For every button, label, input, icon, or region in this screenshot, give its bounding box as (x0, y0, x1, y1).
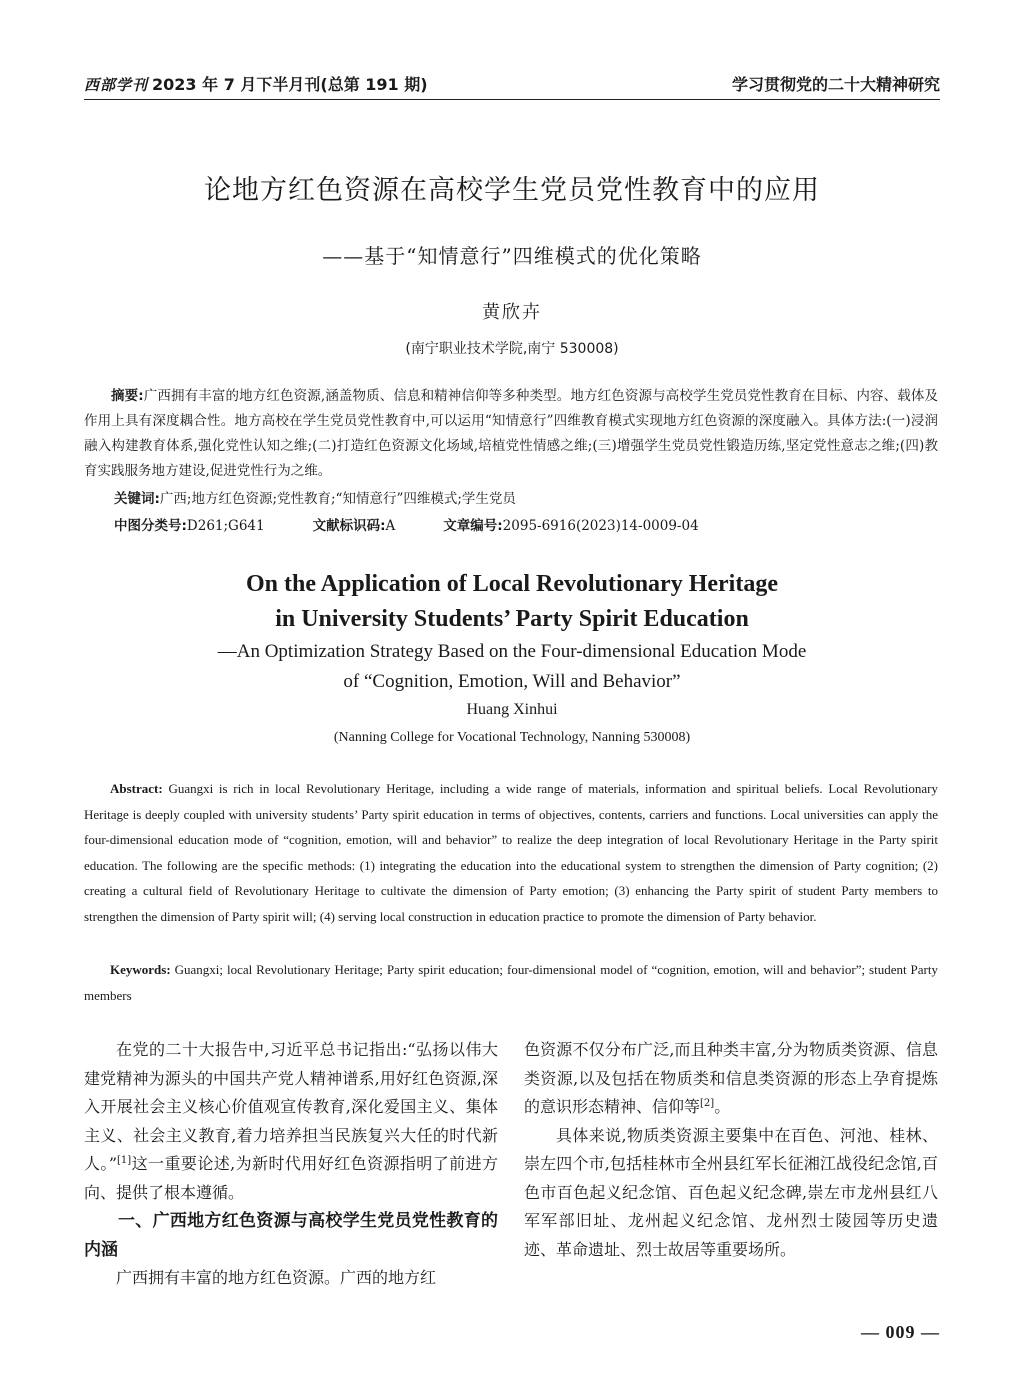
abstract-en-text: Guangxi is rich in local Revolutionary Heritage, including a wide range of materials, information and spiritual beliefs. Local Revolutionary Heritage is deeply coupled with university students’ Party spirit education in terms of objectives, contents, carriers and functions. Local universities can apply the four-dimensional education mode of “cognition, emotion, will and behavior” to realize the deep integration of local Revolutionary Heritage in the Party spirit education. The following are the specific methods: (1) integrating the education into the educational system to strengthen the dimension of Party cognition; (2) creating a cultural field of Revolutionary Heritage to cultivate the dimension of Party emotion; (3) enhancing the Party spirit of student Party members to strengthen the dimension of Party spirit will; (4) serving local construction in education practice to promote the dimension of Party behavior. (84, 781, 939, 924)
title-en (0, 567, 1024, 637)
title-cn: 论地方红色资源在高校学生党员党性教育中的应用 (204, 175, 820, 206)
keywords-cn-label: 关键词: (114, 491, 160, 507)
author-en: Huang Xinhui (466, 701, 558, 718)
citation-ref: [2] (700, 1098, 715, 1109)
subtitle-en-line2: of “Cognition, Emotion, Will and Behavior” (343, 671, 681, 692)
body-text: 这一重要论述,为新时代用好红色资源指明了前进方向、提供了根本遵循。 (84, 1154, 498, 1202)
body-paragraph: 广西拥有丰富的地方红色资源。广西的地方红 (116, 1268, 437, 1287)
body-column-right (524, 1036, 938, 1264)
doc-value: A (385, 518, 396, 534)
keywords-en-text: Guangxi; local Revolutionary Heritage; Party spirit education; four-dimensional model of “cognition, emotion, will and behavior”; student Party members (84, 962, 938, 1003)
page-number: — 009 — (861, 1322, 940, 1342)
body-paragraph (84, 1036, 498, 1207)
document-code (313, 514, 396, 534)
classification-row (114, 514, 699, 534)
abstract-cn-label: 摘要: (111, 388, 144, 404)
section-heading: 一、广西地方红色资源与高校学生党员党性教育的内涵 (84, 1211, 498, 1260)
doc-label: 文献标识码: (312, 518, 386, 534)
running-header (84, 68, 940, 98)
article-label: 文章编号: (443, 518, 503, 534)
body-paragraph: 具体来说,物质类资源主要集中在百色、河池、桂林、崇左四个市,包括桂林市全州县红军长征湘江战役纪念馆,百色市百色起义纪念馆、百色起义纪念碑,崇左市龙州县红八军军部旧址、龙州起义纪念馆、龙州烈士陵园等历史遗迹、革命遗址、烈士故居等重要场所。 (524, 1125, 938, 1259)
article-value: 2095-6916(2023)14-0009-04 (502, 518, 699, 534)
body-text: 。 (714, 1097, 731, 1116)
citation-ref: [1] (117, 1155, 132, 1166)
keywords-en-label: Keywords: (110, 962, 171, 977)
journal-logo: 西部学刊 (84, 75, 149, 94)
body-paragraph (524, 1036, 938, 1122)
abstract-cn (84, 384, 938, 484)
journal-info (84, 72, 428, 95)
affiliation-cn: (南宁职业技术学院,南宁 530008) (405, 341, 619, 357)
body-text: 在党的二十大报告中,习近平总书记指出:“弘扬以伟大建党精神为源头的中国共产党人精神谱系,用好红色资源,深入开展社会主义核心价值观宣传教育,深化爱国主义、集体主义、社会主义教育,着力培养担当民族复兴大任的时代新人。” (84, 1040, 498, 1173)
subtitle-en-line1: —An Optimization Strategy Based on the Four-dimensional Education Mode (217, 641, 807, 662)
abstract-cn-text: 广西拥有丰富的地方红色资源,涵盖物质、信息和精神信仰等多种类型。地方红色资源与高校学生党员党性教育在目标、内容、载体及作用上具有深度耦合性。地方高校在学生党员党性教育中,可以运用“知情意行”四维教育模式实现地方红色资源的深度融入。具体方法:(一)浸润融入构建教育体系,强化党性认知之维;(二)打造红色资源文化场域,培植党性情感之维;(三)增强学生党员党性锻造历练,坚定党性意志之维;(四)教育实践服务地方建设,促进党性行为之维。 (84, 388, 938, 479)
author-cn: 黄欣卉 (482, 302, 542, 323)
keywords-cn (114, 487, 516, 507)
title-en-line1: On the Application of Local Revolutionary Heritage (246, 571, 778, 597)
clc-value: D261;G641 (186, 518, 265, 534)
section-name: 学习贯彻党的二十大精神研究 (731, 74, 940, 94)
clc-code (114, 514, 265, 534)
abstract-en-label: Abstract: (110, 781, 163, 796)
issue-info: 2023 年 7 月下半月刊(总第 191 期) (152, 74, 428, 94)
affiliation-en: (Nanning College for Vocational Technology, Nanning 530008) (333, 730, 691, 745)
keywords-cn-text: 广西;地方红色资源;党性教育;“知情意行”四维模式;学生党员 (159, 491, 516, 507)
clc-label: 中图分类号: (114, 518, 187, 534)
title-en-line2: in University Students’ Party Spirit Education (275, 606, 749, 632)
abstract-en (84, 776, 938, 930)
body-text: 色资源不仅分布广泛,而且种类丰富,分为物质类资源、信息类资源,以及包括在物质类和信息类资源的形态上孕育提炼的意识形态精神、信仰等 (524, 1040, 938, 1116)
subtitle-cn: ——基于“知情意行”四维模式的优化策略 (322, 244, 702, 268)
article-number (443, 514, 698, 534)
keywords-en (84, 957, 938, 1009)
subtitle-en (0, 637, 1024, 697)
header-rule (84, 99, 940, 100)
body-column-left (84, 1036, 498, 1293)
